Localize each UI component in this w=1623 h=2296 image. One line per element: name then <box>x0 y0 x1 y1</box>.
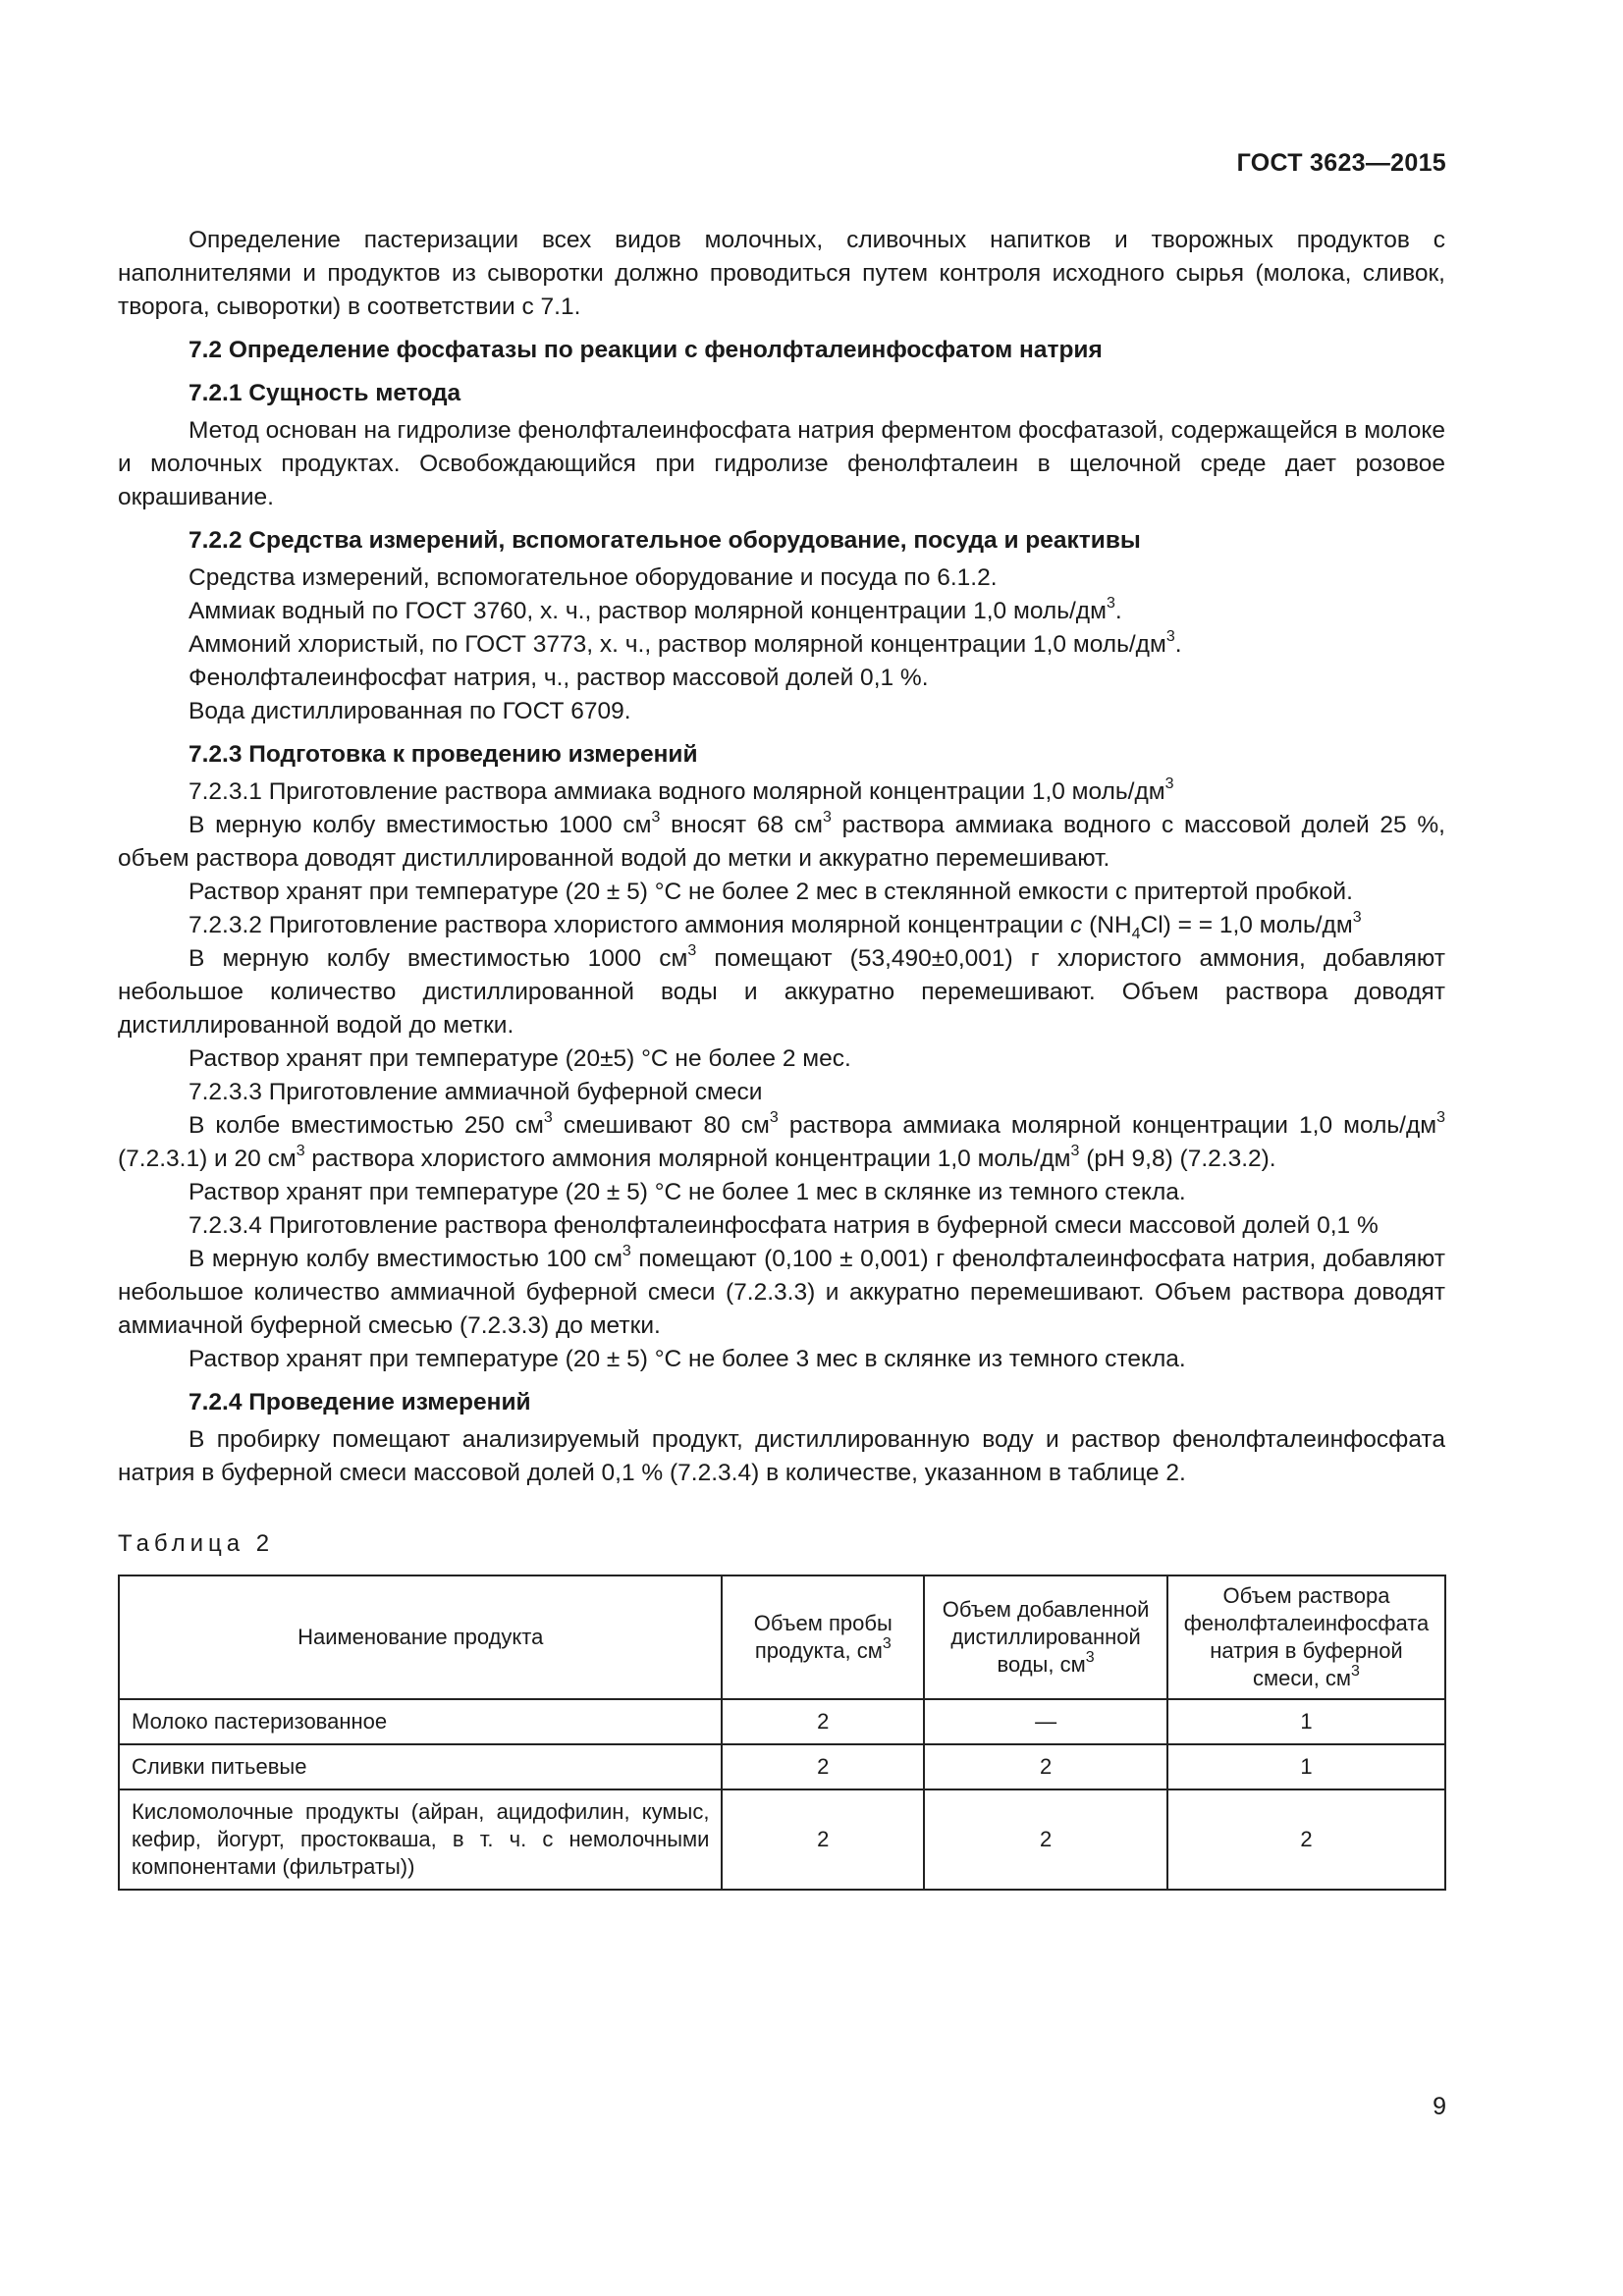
section-7-2-3-1-text: В мерную колбу вместимостью 1000 $см^3$ вносят 68 $см^3$ раствора аммиака водного с массовой долей 25 %, объем раствора доводят дистиллированной водой до метки и аккуратно перемешивают. <box>118 808 1445 872</box>
equipment-line-4: Фенолфталеинфосфат натрия, ч., раствор массовой долей 0,1 %. <box>189 665 929 691</box>
section-7-2-3-2-text: В мерную колбу вместимостью 1000 $см^3$ помещают (53,490±0,001) г хлористого аммония, добавляют небольшое количество дистиллированной воды и аккуратно перемешивают. Объем раствора доводят дистиллированной водой до метки. <box>118 941 1445 1039</box>
section-7-2-4-heading: 7.2.4 Проведение измерений <box>189 1389 531 1415</box>
section-7-2-3-3-title: 7.2.3.3 Приготовление аммиачной буферной смеси <box>189 1079 763 1105</box>
row-water: — <box>924 1699 1167 1744</box>
section-7-2-3-4-title: 7.2.3.4 Приготовление раствора фенолфталеинфосфата натрия в буферной смеси массовой долей 0,1 % <box>189 1212 1379 1239</box>
row-sample: 2 <box>722 1744 924 1789</box>
header-sample-volume: Объем пробы продукта, $см^3$ <box>722 1575 924 1699</box>
row-water: 2 <box>924 1789 1167 1890</box>
header-water-volume: Объем добавленной дистиллированной воды, $см^3$ <box>924 1575 1167 1699</box>
equipment-line-1: Средства измерений, вспомогательное оборудование и посуда по 6.1.2. <box>189 564 998 591</box>
document-body <box>118 224 1445 1891</box>
section-7-2-3-3-text: В колбе вместимостью 250 $см^3$ смешивают 80 $см^3$ раствора аммиака молярной концентрации 1,0 моль/$дм^3$ (7.2.3.1) и 20 $см^3$ раствора хлористого аммония молярной концентрации 1,0 моль/$дм^3$ (рН 9,8) (7.2.3.2). <box>118 1108 1446 1172</box>
section-7-2-1-text: Метод основан на гидролизе фенолфталеинфосфата натрия ферментом фосфатазой, содержащейся в молоке и молочных продуктах. Освобождающийся при гидролизе фенолфталеин в щелочной среде дает розовое окрашивание. <box>118 417 1445 510</box>
section-7-2-heading: 7.2 Определение фосфатазы по реакции с фенолфталеинфосфатом натрия <box>189 337 1103 363</box>
equipment-line-5: Вода дистиллированная по ГОСТ 6709. <box>189 698 631 724</box>
reagent-volume-table <box>118 1575 1446 1891</box>
row-product: Кисломолочные продукты (айран, ацидофилин, кумыс, кефир, йогурт, простокваша, в т. ч. с немолочными компонентами (фильтраты)) <box>119 1789 722 1890</box>
table-row <box>119 1699 1445 1744</box>
section-7-2-3-1-title: 7.2.3.1 Приготовление раствора аммиака водного молярной концентрации 1,0 моль/$дм^3$ <box>189 774 1174 805</box>
row-reagent: 2 <box>1167 1789 1445 1890</box>
row-reagent: 1 <box>1167 1699 1445 1744</box>
equipment-line-3: Аммоний хлористый, по ГОСТ 3773, х. ч., раствор молярной концентрации 1,0 моль/$дм^3$. <box>189 627 1182 658</box>
row-sample: 2 <box>722 1699 924 1744</box>
section-7-2-3-4-text: В мерную колбу вместимостью 100 $см^3$ помещают (0,100 ± 0,001) г фенолфталеинфосфата натрия, добавляют небольшое количество аммиачной буферной смеси (7.2.3.3) и аккуратно перемешивают. Объем раствора доводят аммиачной буферной смесью (7.2.3.3) до метки. <box>118 1242 1445 1339</box>
table-row <box>119 1744 1445 1789</box>
section-7-2-3-1-storage: Раствор хранят при температуре (20 ± 5) °С не более 2 мес в стеклянной емкости с притертой пробкой. <box>189 879 1353 905</box>
header-product: Наименование продукта <box>119 1575 722 1699</box>
row-sample: 2 <box>722 1789 924 1890</box>
page-number: 9 <box>1433 2093 1446 2120</box>
intro-paragraph: Определение пастеризации всех видов молочных, сливочных напитков и творожных продуктов с наполнителями и продуктов из сыворотки должно проводиться путем контроля исходного сырья (молока, сливок, творога, сыворотки) в соответствии с 7.1. <box>118 227 1445 320</box>
section-7-2-2-heading: 7.2.2 Средства измерений, вспомогательное оборудование, посуда и реактивы <box>189 527 1141 554</box>
row-product: Молоко пастеризованное <box>119 1699 722 1744</box>
row-reagent: 1 <box>1167 1744 1445 1789</box>
table-caption: Таблица 2 <box>118 1530 275 1557</box>
standard-header: ГОСТ 3623—2015 <box>1236 149 1446 177</box>
equipment-line-2: Аммиак водный по ГОСТ 3760, х. ч., раствор молярной концентрации 1,0 моль/$дм^3$. <box>189 594 1122 624</box>
row-water: 2 <box>924 1744 1167 1789</box>
section-7-2-3-2-title: 7.2.3.2 Приготовление раствора хлористого аммония молярной концентрации с $(NH_4Cl)$ = = 1,0 моль/$дм^3$ <box>189 908 1362 942</box>
row-product: Сливки питьевые <box>119 1744 722 1789</box>
table-row <box>119 1789 1445 1890</box>
section-7-2-3-3-storage: Раствор хранят при температуре (20 ± 5) °С не более 1 мес в склянке из темного стекла. <box>189 1179 1186 1205</box>
table-header-row <box>119 1575 1445 1699</box>
section-7-2-3-4-storage: Раствор хранят при температуре (20 ± 5) °С не более 3 мес в склянке из темного стекла. <box>189 1346 1186 1372</box>
section-7-2-1-heading: 7.2.1 Сущность метода <box>189 380 461 406</box>
section-7-2-3-heading: 7.2.3 Подготовка к проведению измерений <box>189 741 698 768</box>
section-7-2-4-text: В пробирку помещают анализируемый продукт, дистиллированную воду и раствор фенолфталеинфосфата натрия в буферной смеси массовой долей 0,1 % (7.2.3.4) в количестве, указанном в таблице 2. <box>118 1426 1445 1486</box>
section-7-2-3-2-storage: Раствор хранят при температуре (20±5) °С не более 2 мес. <box>189 1045 851 1072</box>
header-reagent-volume: Объем раствора фенолфталеинфосфата натрия в буферной смеси, $см^3$ <box>1167 1575 1445 1699</box>
